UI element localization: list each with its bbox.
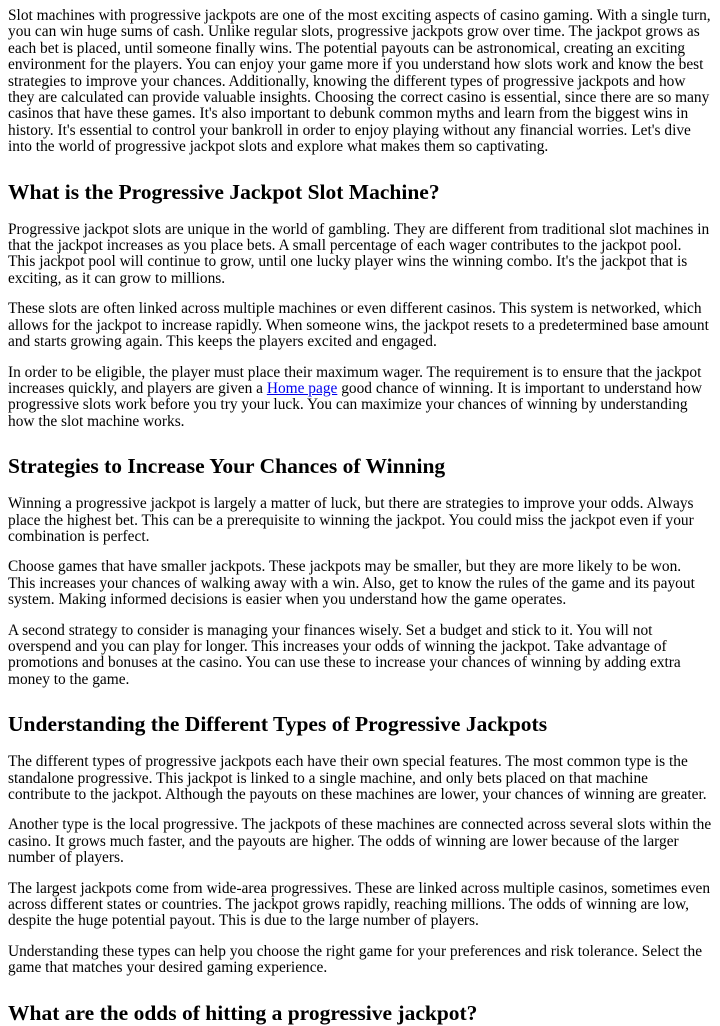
paragraph: These slots are often linked across multiple machines or even different casinos. This system is networked, which allows for the jackpot to increase rapidly. When someone wins, the jackpot resets to a predetermined base amount and starts growing again. This keeps the players excited and engaged. [8, 300, 709, 351]
paragraph [8, 365, 712, 431]
paragraph: Understanding these types can help you choose the right game for your preferences and risk tolerance. Select the game that matches your desired gaming experience. [8, 942, 703, 977]
paragraph: Another type is the local progressive. The jackpots of these machines are connected across several slots within the casino. It grows much faster, and the payouts are higher. The odds of winning are lower because of the larger number of players. [8, 816, 712, 867]
section-heading-what-is: What is the Progressive Jackpot Slot Machine? [8, 179, 440, 204]
paragraph: Winning a progressive jackpot is largely a matter of luck, but there are strategies to improve your odds. Always place the highest bet. This can be a prerequisite to winning the jackpot. You could miss the jackpot even if your combination is perfect. [8, 495, 694, 545]
home-page-link[interactable]: Home page [266, 379, 338, 397]
text-span: In order to be eligible, the player must place their maximum wager. The requirement is to ensure that the jackpot increases quickly, and players are given a [8, 363, 702, 397]
paragraph: Progressive jackpot slots are unique in the world of gambling. They are different from traditional slot machines in that the jackpot increases as you place bets. A small percentage of each wager contributes to the jackpot pool. This jackpot pool will continue to grow, until one lucky player wins the winning combo. It's the jackpot that is exciting, as it can grow to millions. [8, 220, 710, 287]
paragraph: A second strategy to consider is managing your finances wisely. Set a budget and stick to it. You will not overspend and you can play for longer. This increases your odds of winning the jackpot. Take advantage of promotions and bonuses at the casino. You can use these to increase your chances of winning by adding extra money to the game. [8, 621, 681, 688]
section-heading-odds: What are the odds of hitting a progressive jackpot? [8, 1000, 478, 1025]
section-heading-strategies: Strategies to Increase Your Chances of Winning [8, 454, 446, 479]
paragraph: The different types of progressive jackpots each have their own special features. The most common type is the standalone progressive. This jackpot is linked to a single machine, and only bets placed on that machine contribute to the jackpot. Although the payouts on these machines are lower, your chances of winning are greater. [8, 753, 707, 803]
paragraph: Choose games that have smaller jackpots. These jackpots may be smaller, but they are more likely to be won. This increases your chances of walking away with a win. Also, get to know the rules of the game and its payout system. Making informed decisions is easier when you understand how the game operates. [8, 558, 695, 609]
intro-paragraph: Slot machines with progressive jackpots are one of the most exciting aspects of casino gaming. With a single turn, you can win huge sums of cash. Unlike regular slots, progressive jackpots grow over time. The jackpot grows as each bet is placed, until someone finally wins. The potential payouts can be astronomical, creating an exciting environment for the players. You can enjoy your game more if you understand how slots work and know the best strategies to improve your chances. Additionally, knowing the different types of progressive jackpots and how they are calculated can provide valuable insights. Choosing the correct casino is essential, since there are so many casinos that have these games. It's also important to debunk common myths and learn from the biggest wins in history. It's essential to control your bankroll in order to enjoy playing without any financial worries. Let's dive into the world of progressive jackpot slots and explore what makes them so captivating. [8, 7, 711, 156]
text-span: good chance of winning. It is important to understand how progressive slots work before you try your luck. You can maximize your chances of winning by understanding how the slot machine works. [8, 379, 702, 430]
paragraph: The largest jackpots come from wide-area progressives. These are linked across multiple casinos, sometimes even across different states or countries. The jackpot grows rapidly, reaching millions. The odds of winning are low, despite the huge potential payout. This is due to the large number of players. [8, 879, 711, 930]
section-heading-types: Understanding the Different Types of Progressive Jackpots [8, 712, 548, 737]
